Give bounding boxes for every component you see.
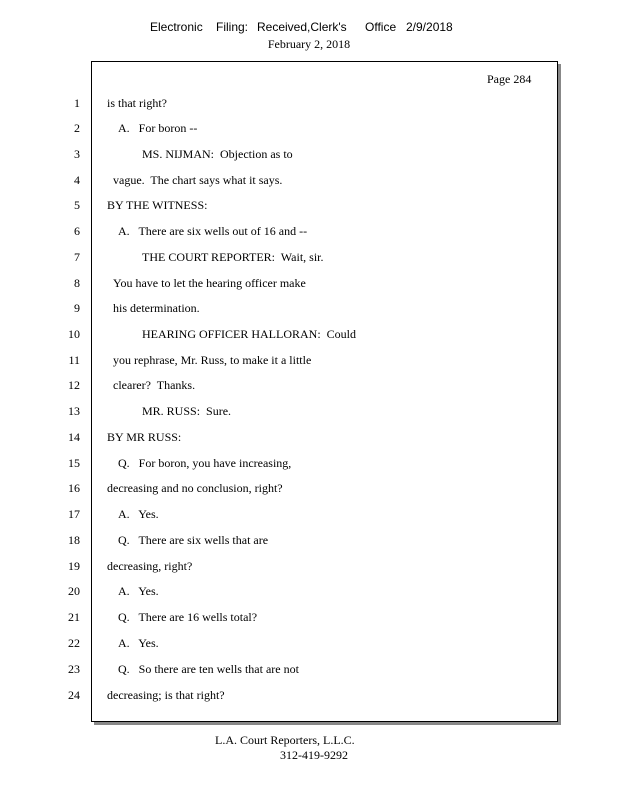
line-number: 9: [74, 301, 80, 315]
transcript-line: vague. The chart says what it says.: [113, 173, 283, 187]
filing-stamp: [150, 20, 470, 36]
line-number: 5: [74, 198, 80, 212]
transcript-line: his determination.: [113, 301, 200, 315]
transcript-line: MS. NIJMAN: Objection as to: [142, 147, 293, 161]
transcript-line: A. There are six wells out of 16 and --: [118, 224, 308, 238]
footer-phone: 312-419-9292: [280, 748, 348, 762]
transcript-line: is that right?: [107, 96, 167, 110]
filing-word-filing: Filing:: [216, 20, 249, 34]
transcript-line: Q. For boron, you have increasing,: [118, 456, 292, 470]
footer-company: L.A. Court Reporters, L.L.C.: [215, 733, 355, 747]
transcript-line: HEARING OFFICER HALLORAN: Could: [142, 327, 357, 341]
filing-word-received: Received,Clerk's: [257, 20, 347, 34]
line-number: 19: [68, 559, 80, 573]
transcript-line: Q. There are 16 wells total?: [118, 610, 258, 624]
transcript-line: A. Yes.: [118, 584, 159, 598]
line-number: 1: [74, 96, 80, 110]
transcript-line: you rephrase, Mr. Russ, to make it a little: [113, 353, 312, 367]
transcript-line: MR. RUSS: Sure.: [142, 404, 232, 418]
line-number: 18: [68, 533, 80, 547]
filing-word-office: Office: [365, 20, 397, 34]
transcript-line: A. Yes.: [118, 636, 159, 650]
page-number: Page 284: [487, 72, 532, 86]
line-number: 12: [68, 378, 80, 392]
transcript-line: A. For boron --: [118, 121, 198, 135]
line-number: 3: [74, 147, 80, 161]
line-number: 8: [74, 276, 80, 290]
transcript-line: Q. So there are ten wells that are not: [118, 662, 299, 676]
transcript-line: clearer? Thanks.: [113, 378, 196, 392]
line-number: 20: [68, 584, 80, 598]
line-number: 15: [68, 456, 80, 470]
transcript-line: BY MR RUSS:: [107, 430, 182, 444]
transcript-line: decreasing and no conclusion, right?: [107, 481, 283, 495]
transcript-line: decreasing, right?: [107, 559, 193, 573]
transcript-line: decreasing; is that right?: [107, 688, 225, 702]
line-number: 23: [68, 662, 80, 676]
line-number: 14: [68, 430, 80, 444]
line-number: 13: [68, 404, 80, 418]
header-date: February 2, 2018: [267, 37, 351, 51]
line-number: 11: [68, 353, 80, 367]
transcript-line: A. Yes.: [118, 507, 159, 521]
line-number: 7: [74, 250, 80, 264]
line-number: 17: [68, 507, 80, 521]
line-number: 2: [74, 121, 80, 135]
line-number: 6: [74, 224, 80, 238]
transcript-line: THE COURT REPORTER: Wait, sir.: [142, 250, 324, 264]
line-number: 24: [68, 688, 80, 702]
line-number: 10: [68, 327, 80, 341]
line-number: 22: [68, 636, 80, 650]
line-number: 16: [68, 481, 80, 495]
filing-word-electronic: Electronic: [150, 20, 203, 34]
line-number: 4: [74, 173, 80, 187]
line-number: 21: [68, 610, 80, 624]
transcript-line: Q. There are six wells that are: [118, 533, 269, 547]
filing-word-date: 2/9/2018: [406, 20, 453, 34]
transcript-line: BY THE WITNESS:: [107, 198, 208, 212]
transcript-line: You have to let the hearing officer make: [113, 276, 306, 290]
